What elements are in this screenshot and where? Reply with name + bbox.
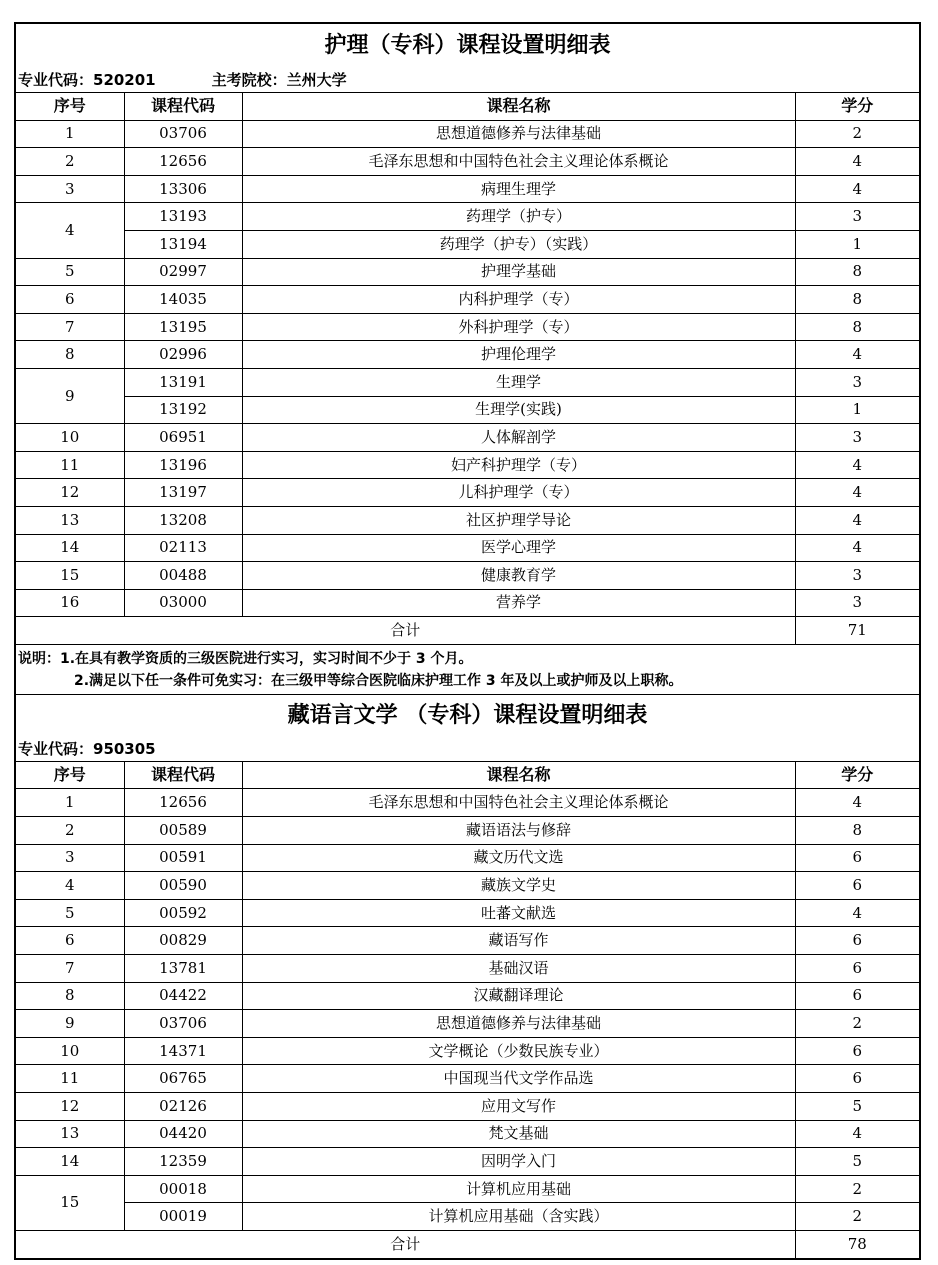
table-row — [16, 479, 919, 507]
row-number: 2 — [16, 148, 124, 176]
table1-title: 护理（专科）课程设置明细表 — [324, 33, 611, 58]
course-name: 病理生理学 — [242, 175, 795, 203]
course-credit: 5 — [795, 1093, 919, 1121]
course-code: 00829 — [124, 927, 242, 955]
course-code: 13195 — [124, 313, 242, 341]
table-row — [16, 368, 919, 396]
header-course-name: 课程名称 — [242, 761, 795, 789]
table-row — [16, 789, 919, 817]
row-number: 5 — [16, 899, 124, 927]
header-course-name: 课程名称 — [242, 93, 795, 121]
course-code: 12656 — [124, 789, 242, 817]
course-credit: 4 — [795, 175, 919, 203]
course-code: 00590 — [124, 872, 242, 900]
course-name: 健康教育学 — [242, 562, 795, 590]
course-code: 03706 — [124, 1010, 242, 1038]
course-credit: 8 — [795, 313, 919, 341]
course-name: 儿科护理学（专） — [242, 479, 795, 507]
table-row — [16, 203, 919, 231]
row-number: 12 — [16, 479, 124, 507]
table-row — [16, 424, 919, 452]
course-credit: 6 — [795, 844, 919, 872]
course-name: 藏语写作 — [242, 927, 795, 955]
course-name: 人体解剖学 — [242, 424, 795, 452]
row-number: 10 — [16, 424, 124, 452]
table-row — [16, 341, 919, 369]
header-no: 序号 — [16, 93, 124, 121]
table-row — [16, 1037, 919, 1065]
course-credit: 1 — [795, 396, 919, 424]
course-name: 营养学 — [242, 589, 795, 617]
course-code: 03706 — [124, 120, 242, 148]
course-name: 汉藏翻译理论 — [242, 982, 795, 1010]
row-number: 3 — [16, 844, 124, 872]
table-row — [16, 872, 919, 900]
total-credit: 71 — [795, 617, 919, 644]
course-credit: 8 — [795, 817, 919, 845]
table-row — [16, 1065, 919, 1093]
course-name: 吐蕃文献选 — [242, 899, 795, 927]
course-code: 00488 — [124, 562, 242, 590]
table1-meta — [16, 68, 919, 92]
row-number: 12 — [16, 1093, 124, 1121]
notes — [16, 644, 919, 695]
table-row — [16, 1203, 919, 1231]
course-name: 生理学(实践) — [242, 396, 795, 424]
course-credit: 6 — [795, 1037, 919, 1065]
note-line-2: 2.满足以下任一条件可免实习：在三级甲等综合医院临床护理工作 3 年及以上或护师及以上职称。 — [74, 672, 683, 689]
table1-school: 主考院校：兰州大学 — [211, 71, 347, 89]
row-number: 4 — [16, 872, 124, 900]
course-name: 药理学（护专） — [242, 203, 795, 231]
course-code: 12656 — [124, 148, 242, 176]
course-name: 社区护理学导论 — [242, 506, 795, 534]
table-row — [16, 982, 919, 1010]
course-code: 00591 — [124, 844, 242, 872]
course-code: 13196 — [124, 451, 242, 479]
course-name: 计算机应用基础（含实践） — [242, 1203, 795, 1231]
course-code: 12359 — [124, 1148, 242, 1176]
course-credit: 4 — [795, 341, 919, 369]
table-row — [16, 396, 919, 424]
course-code: 06951 — [124, 424, 242, 452]
course-credit: 6 — [795, 982, 919, 1010]
row-number: 7 — [16, 955, 124, 983]
row-number: 14 — [16, 1148, 124, 1176]
row-number: 3 — [16, 175, 124, 203]
course-code: 02996 — [124, 341, 242, 369]
course-document — [14, 22, 921, 1260]
row-number: 9 — [16, 1010, 124, 1038]
course-credit: 4 — [795, 451, 919, 479]
header-credit: 学分 — [795, 93, 919, 121]
course-code: 13192 — [124, 396, 242, 424]
table1-header-row — [16, 93, 919, 121]
course-credit: 6 — [795, 872, 919, 900]
row-number: 13 — [16, 506, 124, 534]
table-row — [16, 562, 919, 590]
course-name: 藏族文学史 — [242, 872, 795, 900]
course-code: 00589 — [124, 817, 242, 845]
course-code: 00019 — [124, 1203, 242, 1231]
course-credit: 2 — [795, 1010, 919, 1038]
course-code: 04422 — [124, 982, 242, 1010]
course-credit: 4 — [795, 148, 919, 176]
table2-course-table — [16, 761, 919, 1258]
total-row — [16, 1230, 919, 1257]
course-credit: 1 — [795, 230, 919, 258]
course-name: 护理学基础 — [242, 258, 795, 286]
course-code: 02126 — [124, 1093, 242, 1121]
row-number: 15 — [16, 1175, 124, 1230]
table-row — [16, 451, 919, 479]
total-label: 合计 — [16, 1230, 795, 1257]
course-name: 文学概论（少数民族专业） — [242, 1037, 795, 1065]
course-name: 中国现当代文学作品选 — [242, 1065, 795, 1093]
row-number: 9 — [16, 368, 124, 423]
header-code: 课程代码 — [124, 93, 242, 121]
course-credit: 4 — [795, 506, 919, 534]
course-code: 14035 — [124, 286, 242, 314]
course-credit: 8 — [795, 258, 919, 286]
table-row — [16, 506, 919, 534]
course-credit: 6 — [795, 955, 919, 983]
course-name: 生理学 — [242, 368, 795, 396]
course-name: 基础汉语 — [242, 955, 795, 983]
row-number: 15 — [16, 562, 124, 590]
table-row — [16, 258, 919, 286]
course-credit: 2 — [795, 120, 919, 148]
row-number: 14 — [16, 534, 124, 562]
row-number: 5 — [16, 258, 124, 286]
header-code: 课程代码 — [124, 761, 242, 789]
course-name: 藏文历代文选 — [242, 844, 795, 872]
course-name: 藏语语法与修辞 — [242, 817, 795, 845]
row-number: 2 — [16, 817, 124, 845]
row-number: 11 — [16, 451, 124, 479]
course-code: 13191 — [124, 368, 242, 396]
table-row — [16, 286, 919, 314]
table-row — [16, 1148, 919, 1176]
header-no: 序号 — [16, 761, 124, 789]
course-code: 13306 — [124, 175, 242, 203]
course-code: 02997 — [124, 258, 242, 286]
course-credit: 3 — [795, 424, 919, 452]
course-credit: 4 — [795, 534, 919, 562]
table-row — [16, 1120, 919, 1148]
note-line-1: 说明：1.在具有教学资质的三级医院进行实习，实习时间不少于 3 个月。 — [18, 650, 473, 667]
table-row — [16, 230, 919, 258]
course-code: 00592 — [124, 899, 242, 927]
course-code: 00018 — [124, 1175, 242, 1203]
row-number: 1 — [16, 789, 124, 817]
course-credit: 5 — [795, 1148, 919, 1176]
total-row — [16, 617, 919, 644]
table-row — [16, 927, 919, 955]
course-credit: 3 — [795, 562, 919, 590]
row-number: 11 — [16, 1065, 124, 1093]
course-name: 药理学（护专）（实践） — [242, 230, 795, 258]
table2-header-row — [16, 761, 919, 789]
course-name: 计算机应用基础 — [242, 1175, 795, 1203]
course-credit: 3 — [795, 203, 919, 231]
course-name: 思想道德修养与法律基础 — [242, 120, 795, 148]
table-row — [16, 1010, 919, 1038]
course-code: 03000 — [124, 589, 242, 617]
row-number: 13 — [16, 1120, 124, 1148]
course-name: 医学心理学 — [242, 534, 795, 562]
course-name: 毛泽东思想和中国特色社会主义理论体系概论 — [242, 148, 795, 176]
table-row — [16, 817, 919, 845]
row-number: 8 — [16, 982, 124, 1010]
course-credit: 3 — [795, 589, 919, 617]
row-number: 7 — [16, 313, 124, 341]
course-code: 04420 — [124, 1120, 242, 1148]
row-number: 4 — [16, 203, 124, 258]
course-credit: 4 — [795, 899, 919, 927]
course-credit: 4 — [795, 1120, 919, 1148]
course-name: 内科护理学（专） — [242, 286, 795, 314]
course-code: 13197 — [124, 479, 242, 507]
course-credit: 6 — [795, 927, 919, 955]
course-code: 14371 — [124, 1037, 242, 1065]
table-row — [16, 148, 919, 176]
course-name: 思想道德修养与法律基础 — [242, 1010, 795, 1038]
course-code: 13193 — [124, 203, 242, 231]
table-row — [16, 955, 919, 983]
table-row — [16, 589, 919, 617]
table1-major-code: 专业代码：520201 — [18, 71, 156, 89]
course-credit: 3 — [795, 368, 919, 396]
row-number: 16 — [16, 589, 124, 617]
table2-meta — [16, 737, 919, 761]
course-credit: 4 — [795, 479, 919, 507]
table-row — [16, 899, 919, 927]
course-credit: 8 — [795, 286, 919, 314]
row-number: 8 — [16, 341, 124, 369]
table-row — [16, 1093, 919, 1121]
course-name: 妇产科护理学（专） — [242, 451, 795, 479]
course-credit: 2 — [795, 1175, 919, 1203]
course-credit: 2 — [795, 1203, 919, 1231]
row-number: 1 — [16, 120, 124, 148]
course-name: 梵文基础 — [242, 1120, 795, 1148]
course-code: 13208 — [124, 506, 242, 534]
course-name: 因明学入门 — [242, 1148, 795, 1176]
course-credit: 6 — [795, 1065, 919, 1093]
table1-course-table — [16, 92, 919, 644]
course-code: 13194 — [124, 230, 242, 258]
course-name: 毛泽东思想和中国特色社会主义理论体系概论 — [242, 789, 795, 817]
course-name: 应用文写作 — [242, 1093, 795, 1121]
course-name: 护理伦理学 — [242, 341, 795, 369]
table-row — [16, 313, 919, 341]
course-code: 06765 — [124, 1065, 242, 1093]
course-name: 外科护理学（专） — [242, 313, 795, 341]
row-number: 10 — [16, 1037, 124, 1065]
total-label: 合计 — [16, 617, 795, 644]
table-row — [16, 534, 919, 562]
row-number: 6 — [16, 927, 124, 955]
course-credit: 4 — [795, 789, 919, 817]
course-code: 13781 — [124, 955, 242, 983]
table-row — [16, 175, 919, 203]
course-code: 02113 — [124, 534, 242, 562]
header-credit: 学分 — [795, 761, 919, 789]
table2-major-code: 专业代码：950305 — [18, 739, 156, 758]
total-credit: 78 — [795, 1230, 919, 1257]
table-row — [16, 120, 919, 148]
table2-title: 藏语言文学 （专科）课程设置明细表 — [287, 702, 648, 728]
row-number: 6 — [16, 286, 124, 314]
table-row — [16, 1175, 919, 1203]
table-row — [16, 844, 919, 872]
